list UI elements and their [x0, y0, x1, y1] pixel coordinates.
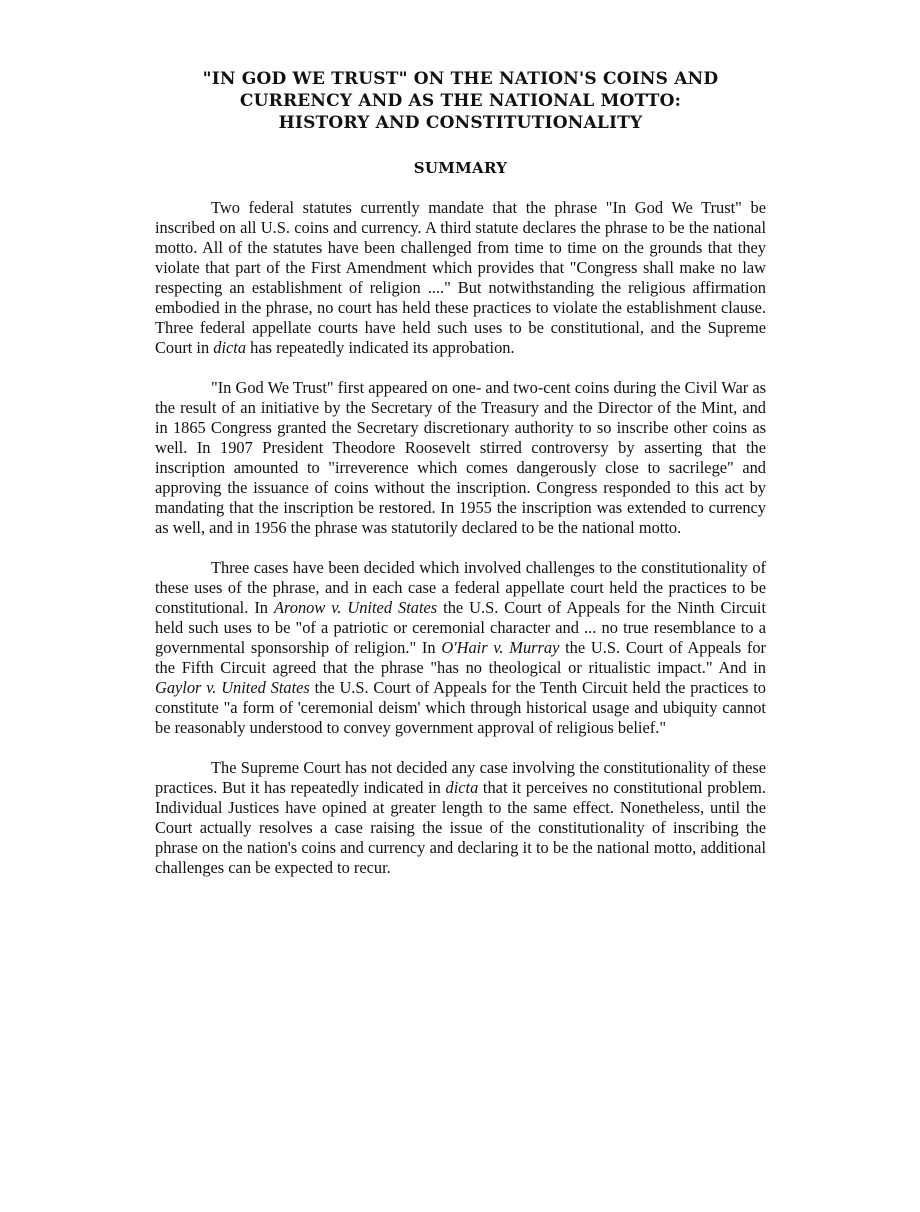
document-page — [155, 68, 766, 898]
text-run: has repeatedly indicated its approbation. — [246, 338, 515, 357]
text-run: Two federal statutes currently mandate that the phrase "In God We Trust" be inscribed on all U.S. coins and currency. A third statute declares the phrase to be the national motto. All of the statutes have been challenged from time to time on the grounds that they violate that part of the First Amendment which provides that "Congress shall make no law respecting an establishment of religion ...." But notwithstanding the religious affirmation embodied in the phrase, no court has held these practices to violate the establishment clause. Three federal appellate courts have held such uses to be constitutional, and the Supreme Court in — [155, 198, 766, 357]
text-run: Three cases have been decided which involved challenges to the constitutionality of these uses of the phrase, and in each case a federal appellate court held the practices to be constitutional. In — [155, 558, 766, 617]
summary-paragraph-3 — [155, 558, 766, 738]
text-run: the U.S. Court of Appeals for the Fifth Circuit agreed that the phrase "has no theological or ritualistic impact." And in — [155, 638, 766, 677]
text-run: the U.S. Court of Appeals for the Ninth Circuit held such uses to be "of a patriotic or ceremonial character and ... no true resemblance to a governmental sponsorship of religion." In — [155, 598, 766, 657]
italic-text-run: Gaylor v. United States — [155, 678, 310, 697]
summary-paragraph-4 — [155, 758, 766, 878]
title-line-3: HISTORY AND CONSTITUTIONALITY — [278, 113, 643, 133]
italic-text-run: O'Hair v. Murray — [441, 638, 560, 657]
summary-paragraph-1 — [155, 198, 766, 358]
summary-paragraph-2 — [155, 378, 766, 538]
title-line-2: CURRENCY AND AS THE NATIONAL MOTTO: — [239, 91, 682, 111]
title-line-1: "IN GOD WE TRUST" ON THE NATION'S COINS AND — [202, 69, 719, 89]
document-title — [155, 68, 766, 134]
summary-heading: SUMMARY — [413, 159, 508, 177]
text-run: The Supreme Court has not decided any case involving the constitutionality of these practices. But it has repeatedly indicated in — [155, 758, 766, 797]
text-run: that it perceives no constitutional problem. Individual Justices have opined at greater length to the same effect. Nonetheless, until the Court actually resolves a case raising the issue of the constitutionality of inscribing the phrase on the nation's coins and currency and declaring it to be the national motto, additional challenges can be expected to recur. — [155, 778, 766, 877]
italic-text-run: dicta — [445, 778, 479, 797]
summary-body — [155, 198, 766, 878]
italic-text-run: Aronow v. United States — [273, 598, 438, 617]
text-run: the U.S. Court of Appeals for the Tenth Circuit held the practices to constitute "a form of 'ceremonial deism' which through historical usage and ubiquity cannot be reasonably understood to convey government approval of religious belief." — [155, 678, 766, 737]
italic-text-run: dicta — [213, 338, 247, 357]
text-run: "In God We Trust" first appeared on one- and two-cent coins during the Civil War as the result of an initiative by the Secretary of the Treasury and the Director of the Mint, and in 1865 Congress granted the Secretary discretionary authority to so inscribe other coins as well. In 1907 President Theodore Roosevelt stirred controversy by asserting that the inscription amounted to "irreverence which comes dangerously close to sacrilege" and approving the issuance of coins without the inscription. Congress responded to this act by mandating that the inscription be restored. In 1955 the inscription was extended to currency as well, and in 1956 the phrase was statutorily declared to be the national motto. — [155, 378, 766, 537]
